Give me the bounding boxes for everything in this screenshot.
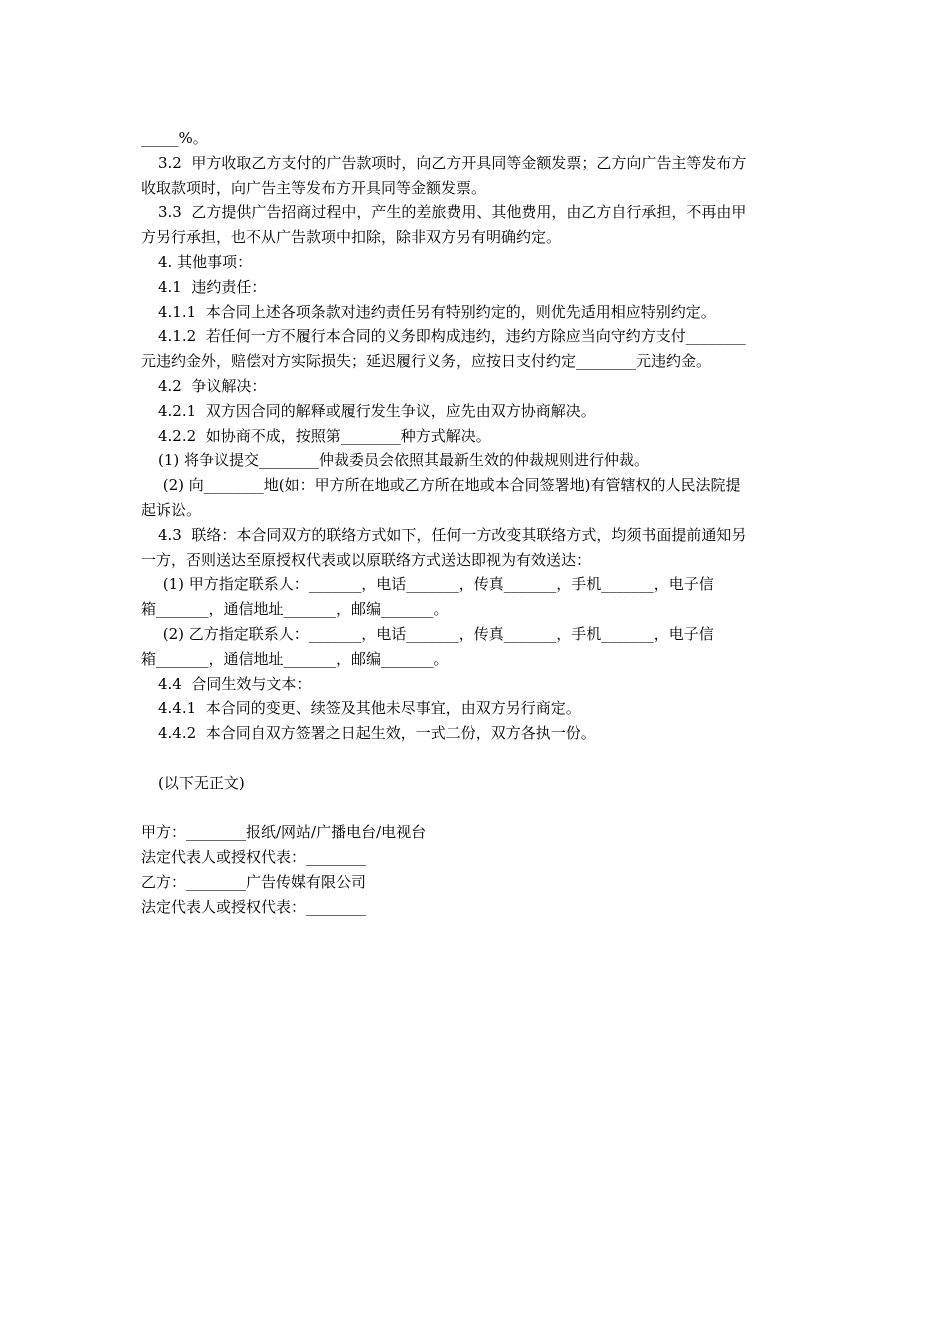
party-a-representative: 法定代表人或授权代表：________ [141,848,367,867]
clause-4-3-line-1: 4.3 联络：本合同双方的联络方式如下，任何一方改变其联络方式，均须书面提前通知另 [158,525,747,544]
party-a-signature: 甲方：________报纸/网站/广播电台/电视台 [141,823,427,842]
dispute-option-1: (1) 将争议提交________仲裁委员会依照其最新生效的仲裁规则进行仲裁。 [158,451,650,470]
party-b-contact-line-1: (2) 乙方指定联系人：_______，电话_______，传真_______，手机_______，电子信 [158,624,714,643]
clause-4-4-2: 4.4.2 本合同自双方签署之日起生效，一式二份，双方各执一份。 [158,724,596,743]
spacer [141,746,811,771]
clause-4-1-2-line-1: 4.1.2 若任何一方不履行本合同的义务即构成违约，违约方除应当向守约方支付________ [158,327,746,346]
clause-3-1-tail: _____%。 [141,129,208,147]
clause-4-2-2: 4.2.2 如协商不成，按照第________种方式解决。 [158,426,491,445]
clause-3-3-line-1: 3.3 乙方提供广告招商过程中，产生的差旅费用、其他费用，由乙方自行承担，不再由甲 [158,203,747,222]
party-a-contact-line-1: (1) 甲方指定联系人：_______，电话_______，传真_______，手机_______，电子信 [158,575,714,594]
party-b-signature: 乙方：________广告传媒有限公司 [141,872,367,891]
clause-4-1-2-line-2: 元违约金外，赔偿对方实际损失；延迟履行义务，应按日支付约定________元违约金。 [141,352,712,371]
clause-4-2-heading: 4.2 争议解决： [158,376,267,395]
party-b-representative: 法定代表人或授权代表：________ [141,897,367,916]
clause-3-2-line-1: 3.2 甲方收取乙方支付的广告款项时，向乙方开具同等金额发票；乙方向广告主等发布方 [158,153,747,172]
clause-4-4-heading: 4.4 合同生效与文本： [158,674,312,693]
party-a-contact-line-2: 箱_______，通信地址_______，邮编_______。 [141,600,449,619]
clause-4-2-1: 4.2.1 双方因合同的解释或履行发生争议，应先由双方协商解决。 [158,401,596,420]
clause-3-2-line-2: 收取款项时，向广告主等发布方开具同等金额发票。 [141,178,487,197]
clause-4-4-1: 4.4.1 本合同的变更、续签及其他未尽事宜，由双方另行商定。 [158,699,581,718]
end-of-text-note: (以下无正文) [158,773,245,792]
party-b-contact-line-2: 箱_______，通信地址_______，邮编_______。 [141,649,449,668]
clause-4-1-1: 4.1.1 本合同上述各项条款对违约责任另有特别约定的，则优先适用相应特别约定。 [158,302,716,321]
contract-body [141,126,811,920]
section-4-heading: 4. 其他事项： [158,252,253,271]
clause-4-3-line-2: 一方，否则送达至原授权代表或以原联络方式送达即视为有效送达： [141,550,592,569]
dispute-option-2-line-2: 起诉讼。 [141,500,202,519]
clause-4-1-heading: 4.1 违约责任： [158,277,267,296]
dispute-option-2-line-1: (2) 向________地(如：甲方所在地或乙方所在地或本合同签署地)有管辖权的人民法院提 [158,476,741,495]
spacer [141,796,811,821]
clause-3-3-line-2: 方另行承担，也不从广告款项中扣除，除非双方另有明确约定。 [141,228,562,247]
